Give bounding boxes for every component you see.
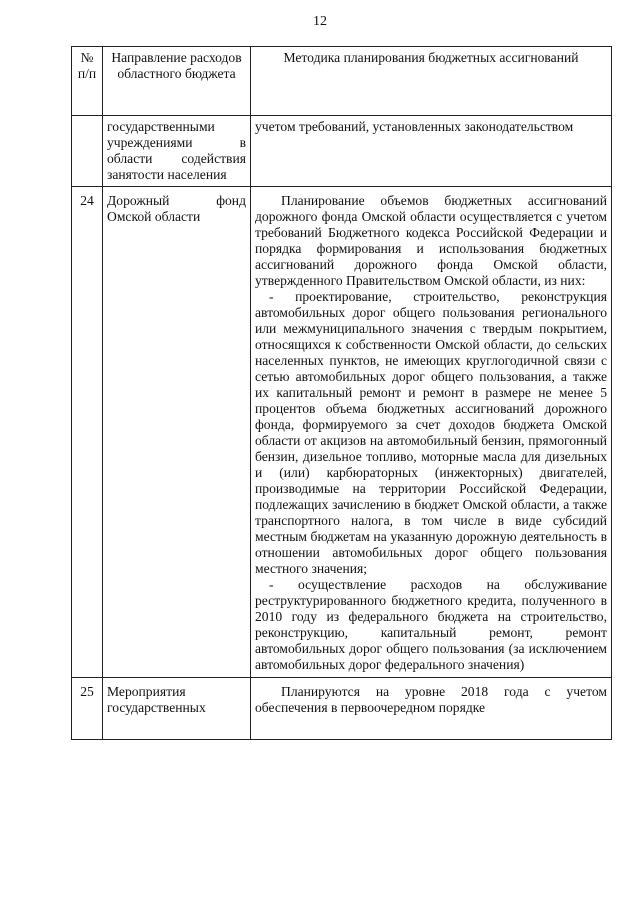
table-row (72, 116, 612, 187)
row-direction: Дорожный фонд Омской области (103, 187, 251, 678)
method-paragraph: Планируются на уровне 2018 года с учетом обеспечения в первоочередном порядке (255, 684, 607, 715)
method-paragraph: Планирование объемов бюджетных ассигнований дорожного фонда Омской области осуществляется с учетом требований Бюджетного кодекса Российской Федерации и порядка формирования и использования бюджетных ассигнований дорожного фонда Омской области, утвержденного Правительством Омской области, из них: (255, 193, 607, 288)
row-num: 24 (72, 187, 103, 678)
table-header-row (72, 47, 612, 116)
budget-methodology-table (71, 46, 612, 740)
row-num (72, 116, 103, 187)
header-direction: Направление расходов областного бюджета (103, 47, 251, 116)
row-direction: Мероприятия государственных (103, 678, 251, 740)
method-paragraph: учетом требований, установленных законодательством (255, 119, 574, 134)
page-number: 12 (313, 14, 327, 29)
row-method (251, 187, 612, 678)
row-method (251, 678, 612, 740)
header-num: № п/п (72, 47, 103, 116)
row-method (251, 116, 612, 187)
row-num: 25 (72, 678, 103, 740)
table-row (72, 187, 612, 678)
method-paragraph: - проектирование, строительство, реконструкция автомобильных дорог общего пользования регионального или межмуниципального значения с твердым покрытием, относящихся к собственности Омской области, до сельских населенных пунктов, не имеющих круглогодичной связи с сетью автомобильных дорог общего пользования, а также их капитальный ремонт и ремонт в размере не менее 5 процентов объема бюджетных ассигнований дорожного фонда, формируемого за счет доходов бюджета Омской области от акцизов на автомобильный бензин, прямогонный бензин, дизельное топливо, моторные масла для дизельных и (или) карбюраторных (инжекторных) двигателей, производимые на территории Российской Федерации, подлежащих зачислению в бюджет Омской области, а также транспортного налога, в том числе в виде субсидий местным бюджетам на указанную дорожную деятельность в отношении автомобильных дорог общего пользования местного значения; (255, 289, 607, 576)
method-paragraph: - осуществление расходов на обслуживание реструктурированного бюджетного кредита, полученного в 2010 году из федерального бюджета на строительство, реконструкцию, капитальный ремонт, ремонт автомобильных дорог общего пользования (за исключением автомобильных дорог федерального значения) (255, 577, 607, 672)
table-row (72, 678, 612, 740)
row-direction: государственными учреждениями в области содействия занятости населения (103, 116, 251, 187)
header-method: Методика планирования бюджетных ассигнований (251, 47, 612, 116)
